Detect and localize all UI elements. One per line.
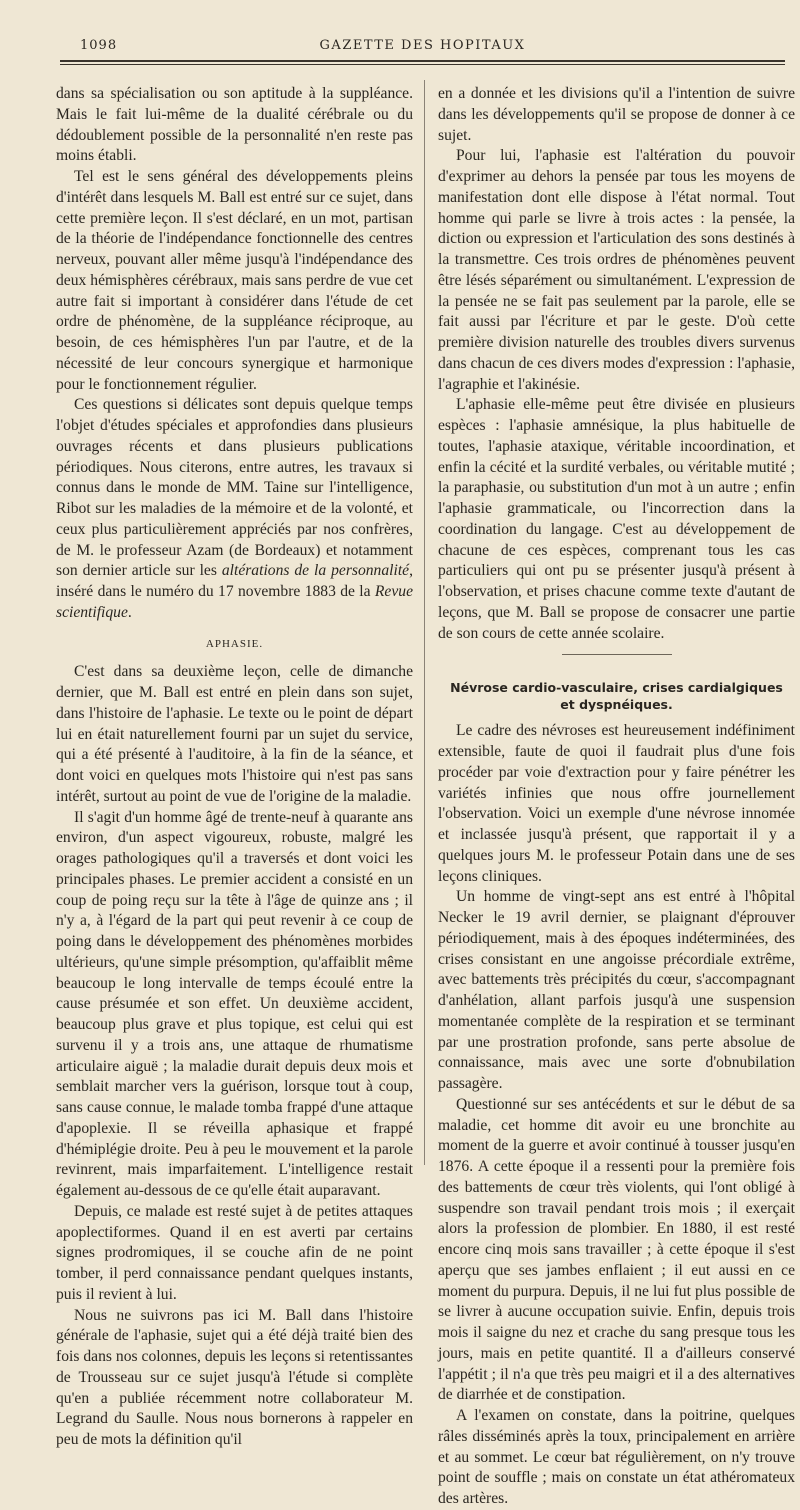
section-heading-aphasie: APHASIE. [205, 637, 264, 650]
paragraph: L'aphasie elle-même peut être divisée en plusieurs espèces : l'aphasie amnésique, la plus habituelle de toutes, l'aphasie ataxique, véritable incoordination, et enfin la cécité et la surdité verbales, ou véritable mutité ; la paraphasie, ou substitution d'un mot à un autre ; enfin l'aphasie grammaticale, ou l'incorrection dans la coordination du langage. C'est au développement de chacune de ces espèces, comprenant tous les cas particuliers qui ont pu se présenter jusqu'à présent à l'observation, et prises chacune comme texte d'autant de leçons, que M. Ball se propose de consacrer une partie de son cours de cette année scolaire. [438, 396, 795, 642]
paragraph: Un homme de vingt-sept ans est entré à l'hôpital Necker le 19 avril dernier, se plaignant d'éprouver périodiquement, mais à des époques indéterminées, des crises consistant en une angoisse précordiale extrême, avec battements très précipités du cœur, s'accompagnant d'anhélation, allant parfois jusqu'à une suspension momentanée complète de la respiration et se terminant par une prostration profonde, sans perte absolue de connaissance, mais avec une sorte d'obnubilation passagère. [438, 888, 795, 1092]
paragraph: Nous ne suivrons pas ici M. Ball dans l'histoire générale de l'aphasie, sujet qui a été déjà traité bien des fois dans nos colonnes, depuis les leçons si retentissantes de Trousseau sur ce sujet jusqu'à l'étude si complète qu'en a publiée récemment notre collaborateur M. Legrand du Saulle. Nous nous bornerons à rappeler en peu de mots la définition qu'il [56, 1306, 413, 1448]
paragraph: Depuis, ce malade est resté sujet à de petites attaques apoplectiformes. Quand il en est averti par certains signes prodromiques, il se couche afin de ne point tomber, il perd connaissance pendant quelques instants, puis il revient à lui. [56, 1202, 413, 1303]
header-rule-thick [60, 60, 785, 62]
journal-title: GAZETTE DES HOPITAUX [319, 38, 526, 53]
paragraph: Pour lui, l'aphasie est l'altération du pouvoir d'exprimer au dehors la pensée par tous les moyens de manifestation dont elle dispose à l'état normal. Tout homme qui parle se livre à trois actes : la pensée, la diction ou expression et l'articulation des sons destinés à la transmettre. Ces trois ordres de phénomènes peuvent être lésés séparément ou simultanément. L'expression de la pensée ne se fait pas seulement par la parole, elle se fait aussi par l'écriture et par le geste. D'où cette première division naturelle des troubles divers survenus dans chacun de ces divers modes d'expression : l'aphasie, l'agraphie et l'akinésie. [438, 147, 795, 393]
page-header [60, 36, 785, 58]
header-rule-thin [60, 64, 785, 65]
paragraph: Il s'agit d'un homme âgé de trente-neuf à quarante ans environ, d'un aspect vigoureux, robuste, malgré les orages pathologiques qu'il a traversés et dont voici les principales phases. Le premier accident a consisté en un coup de poing reçu sur la tête à l'âge de quinze ans ; il n'y a, à l'égard de la part qui peut revenir à ce coup de poing dans le développement des phénomènes morbides ultérieurs, qu'une simple présomption, qu'affaiblit même beaucoup le long intervalle de temps écoulé entre la cause présumée et son effet. Un deuxième accident, beaucoup plus grave et plus topique, est celui qui est survenu il y a trois ans, une attaque de rhumatisme articulaire aiguë ; la maladie durait depuis deux mois et semblait marcher vers la guérison, lorsque tout à coup, sans cause connue, le malade tomba frappé d'une attaque d'apoplexie. Il se réveilla aphasique et frappé d'hémiplégie droite. Peu à peu le mouvement et la parole revinrent, mais imparfaitement. L'intelligence restait également au-dessous de ce qu'elle était auparavant. [56, 808, 413, 1199]
text-run: , inséré dans le numéro du 17 novembre 1883 de la [56, 562, 413, 600]
right-column [438, 84, 795, 1510]
italic-title: Revue scientifique [56, 583, 413, 621]
paragraph: en a donnée et les divisions qu'il a l'intention de suivre dans les développements qu'il se propose de donner à ce sujet. [438, 85, 795, 144]
section-divider [562, 654, 672, 655]
paragraph: Questionné sur ses antécédents et sur le début de sa maladie, cet homme dit avoir eu une bronchite au moment de la guerre et avoir continué à tousser jusqu'en 1876. A cette époque il a ressenti pour la première fois des battements de cœur très violents, qui l'ont obligé à suspendre son travail pendant trois mois ; il exerçait alors la profession de plombier. En 1880, il est resté encore cinq mois sans travailler ; à cette époque il s'est aperçu que ses jambes enflaient ; il eut aussi en ce moment du purpura. Depuis, il ne lui fut plus possible de se livrer à aucune occupation suivie. Enfin, depuis trois mois il saigne du nez et crache du sang presque tous les jours, mais en petite quantité. Il a d'ailleurs conservé l'appétit ; il n'a que très peu maigri et il a des alternatives de diarrhée et de constipation. [438, 1095, 795, 1404]
left-column [56, 84, 413, 1451]
section-heading-line: et dyspnéiques. [560, 697, 673, 713]
paragraph: dans sa spécialisation ou son aptitude à la suppléance. Mais le fait lui-même de la dualité cérébrale ou du dédoublement possible de la personnalité n'en reste pas moins établi. [56, 85, 413, 165]
section-heading-line: Névrose cardio-vasculaire, crises cardialgiques [450, 680, 783, 696]
paragraph [56, 395, 413, 623]
paragraph: C'est dans sa deuxième leçon, celle de dimanche dernier, que M. Ball est entré en plein dans son sujet, dans l'histoire de l'aphasie. Le texte ou le point de départ lui en était naturellement fourni par un sujet du service, qui a été présenté à l'auditoire, à la fin de la séance, et dont voici en quelques mots l'histoire qui n'est pas sans intérêt, surtout au point de vue de l'origine de la maladie. [56, 663, 413, 805]
column-separator [424, 80, 425, 1165]
section-heading-nevrose [438, 679, 795, 713]
page-number: 1098 [80, 38, 118, 53]
text-run: Ces questions si délicates sont depuis quelque temps l'objet d'études spéciales et approfondies dans plusieurs ouvrages récents et dans plusieurs publications périodiques. Nous citerons, entre autres, les travaux si connus dans le monde de MM. Taine sur l'intelligence, Ribot sur les maladies de la mémoire et de la volonté, et ceux plus particulièrement appréciés par nos confrères, de M. le professeur Azam (de Bordeaux) et notamment son dernier article sur les [56, 396, 413, 580]
paragraph: A l'examen on constate, dans la poitrine, quelques râles disséminés après la toux, principalement en arrière et au sommet. Le cœur bat régulièrement, on n'y trouve point de souffle ; mais on constate un état athéromateux des artères. [438, 1407, 795, 1507]
italic-title: altérations de la personnalité [221, 562, 410, 580]
paragraph: Tel est le sens général des développements pleins d'intérêt dans lesquels M. Ball est entré sur ce sujet, dans cette première leçon. Il s'est déclaré, en un mot, partisan de la théorie de l'indépendance fonctionnelle des centres nerveux, pouvant aller même jusqu'à l'indépendance des deux hémisphères cérébraux, mais sans perdre de vue cet autre fait si important à considérer dans l'étude de cet ordre de phénomène, de la suppléance réciproque, au besoin, de ces hémisphères l'un par l'autre, et de la nécessité de leur concours synergique et harmonique pour le fonctionnement régulier. [56, 168, 413, 393]
paragraph: Le cadre des névroses est heureusement indéfiniment extensible, faute de quoi il faudrait plus d'une fois procéder par voie d'extraction pour y faire pénétrer les variétés infinies que nous offre journellement l'observation. Voici un exemple d'une névrose innomée et inclassée jusqu'à présent, que rapportait il y a quelques jours M. le professeur Potain dans une de ses leçons cliniques. [438, 722, 795, 885]
text-run: . [127, 603, 132, 621]
